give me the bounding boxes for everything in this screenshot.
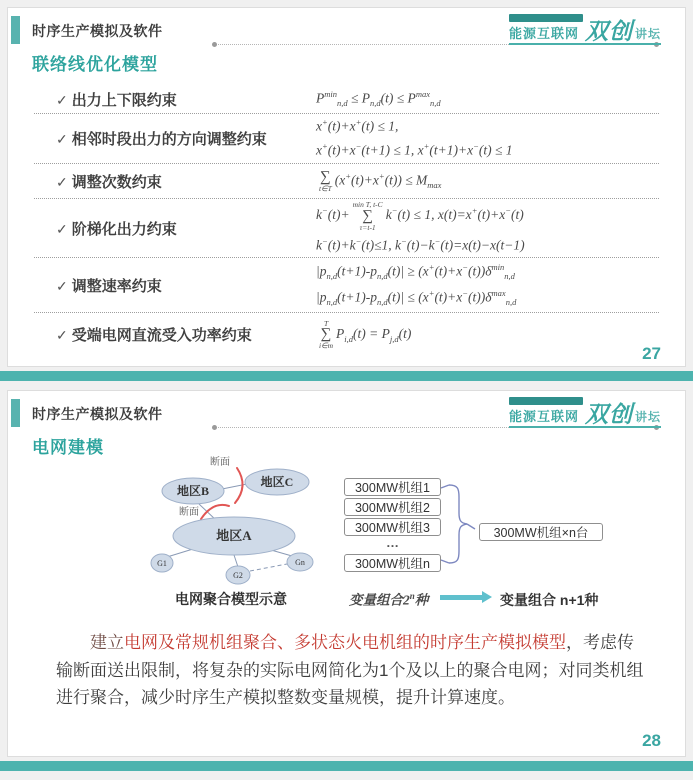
section-cut-label: 断面 (179, 507, 199, 518)
aggregated-unit-box: 300MW机组×n台 (479, 523, 603, 541)
teal-divider-bar (0, 761, 693, 771)
slide-header-title: 时序生产模拟及软件 (32, 406, 163, 422)
region-c-label: 地区C (260, 475, 294, 489)
reduction-arrow-icon (440, 595, 482, 600)
check-icon: ✓ (56, 131, 68, 147)
slide-27 (7, 7, 686, 367)
constraint-label-text: 出力上下限约束 (71, 92, 177, 109)
constraint-label-text: 阶梯化出力约束 (71, 220, 177, 238)
slide-28 (7, 390, 686, 757)
teal-divider-bar (0, 371, 693, 381)
diagram-caption: 电网聚合模型示意 (175, 591, 287, 607)
constraint-formulas: k−(t)+ min T, t-C ∑ τ=t-1 k−(t) ≤ 1, x(t)=x+(t)+x−(t) k−(t)+k−(t)≤1, k−(t)−k−(t)=x(t)−x(t−1) (316, 200, 525, 253)
brace-icon (441, 485, 475, 563)
constraint-row (34, 164, 659, 199)
check-icon: ✓ (56, 173, 68, 190)
logo-suffix-text: 讲坛 (634, 27, 661, 41)
logo-left-block (509, 397, 583, 425)
page-number: 27 (642, 344, 661, 363)
logo-brand-text: 双创 (584, 18, 633, 45)
summary-paragraph (56, 629, 650, 712)
logo-name-text: 能源互联网 (508, 409, 579, 424)
constraint-row (34, 313, 659, 356)
paragraph-prefix: 建立 (90, 633, 124, 652)
combo-count-before: 变量组合2$^n$种 (349, 591, 429, 608)
logo-banner-strip (509, 14, 583, 22)
constraint-row (34, 199, 659, 258)
machine-box-3: 300MW机组3 (344, 518, 441, 536)
machine-box-2: 300MW机组2 (344, 498, 441, 516)
check-icon: ✓ (56, 277, 68, 294)
check-icon: ✓ (56, 92, 68, 108)
constraint-formulas: ∑ t∈T $(x^+(t)+x^+(t)) \le M_{max}$ (319, 168, 442, 193)
check-icon: ✓ (56, 220, 68, 237)
paragraph-emphasis: 电网及常规机组聚合、多状态火电机组的时序生产模拟模型 (124, 633, 566, 652)
constraint-label (34, 275, 316, 296)
region-b-label: 地区B (176, 484, 210, 498)
constraint-label-text: 调整速率约束 (71, 277, 162, 295)
forum-logo (509, 14, 661, 45)
constraint-label (34, 218, 316, 239)
constraint-label (34, 128, 316, 149)
constraint-label (34, 171, 316, 192)
constraint-row (34, 86, 659, 114)
constraint-label (34, 324, 316, 345)
constraint-formulas: x+(t)+x+(t) ≤ 1, x+(t)+x−(t+1) ≤ 1, x+(t+1)+x−(t) ≤ 1 (316, 117, 513, 158)
constraint-formulas: $P^{min}_{n,d} \le P_{n,d}(t) \le P^{max}_{n,d}$ (316, 89, 441, 109)
paragraph-rest: ，考虑传输断面送出限制，将复杂的实际电网简化为1个及以上的聚合电网；对同类机组进行聚合，减少时序生产模拟整数变量规模，提升计算速度。 (56, 633, 644, 708)
combo-count-after: 变量组合 n+1种 (500, 592, 599, 608)
constraint-row (34, 258, 659, 313)
logo-name-text: 能源互联网 (508, 26, 579, 41)
logo-brand-text: 双创 (584, 401, 633, 428)
g2-label: G2 (233, 571, 243, 580)
constraint-list (34, 86, 659, 356)
logo-left-block (509, 14, 583, 42)
slide-header-title: 时序生产模拟及软件 (32, 23, 163, 39)
page-number: 28 (642, 731, 661, 750)
constraint-label-text: 受端电网直流受入功率约束 (71, 327, 252, 344)
region-a-label: 地区A (216, 528, 252, 543)
constraint-row (34, 114, 659, 164)
check-icon: ✓ (56, 327, 68, 343)
header-accent-bar (11, 16, 20, 44)
g1-label: G1 (157, 559, 167, 568)
grid-aggregation-diagram (8, 451, 687, 621)
constraint-label (34, 89, 316, 110)
gn-label: Gn (295, 558, 305, 567)
machine-box-ellipsis: … (386, 535, 399, 550)
logo-suffix-text: 讲坛 (634, 410, 661, 424)
machine-box-1: 300MW机组1 (344, 478, 441, 496)
machine-box-n: 300MW机组n (344, 554, 441, 572)
constraint-formulas: $|p_{n,d}(t+1)-p_{n,d}(t)| \ge (x^+(t)+x^-(t))\delta^{min}_{n,d}$ $|p_{n,d}(t+1)-p_{n,d}(t)| \le (x^+(t)+x^-(t))\delta^{max}_{n,d}$ (316, 261, 517, 307)
constraint-label-text: 调整次数约束 (71, 173, 162, 191)
section-cut-label: 断面 (210, 457, 230, 468)
logo-banner-strip (509, 397, 583, 405)
forum-logo (509, 397, 661, 428)
constraint-label-text: 相邻时段出力的方向调整约束 (71, 131, 267, 148)
section-title: 电网建模 (32, 438, 104, 457)
section-title: 联络线优化模型 (32, 55, 158, 74)
constraint-formulas: T ∑ i∈m $P_{i,d}(t) = P_{j,d}(t)$ (319, 318, 412, 350)
header-accent-bar (11, 399, 20, 427)
